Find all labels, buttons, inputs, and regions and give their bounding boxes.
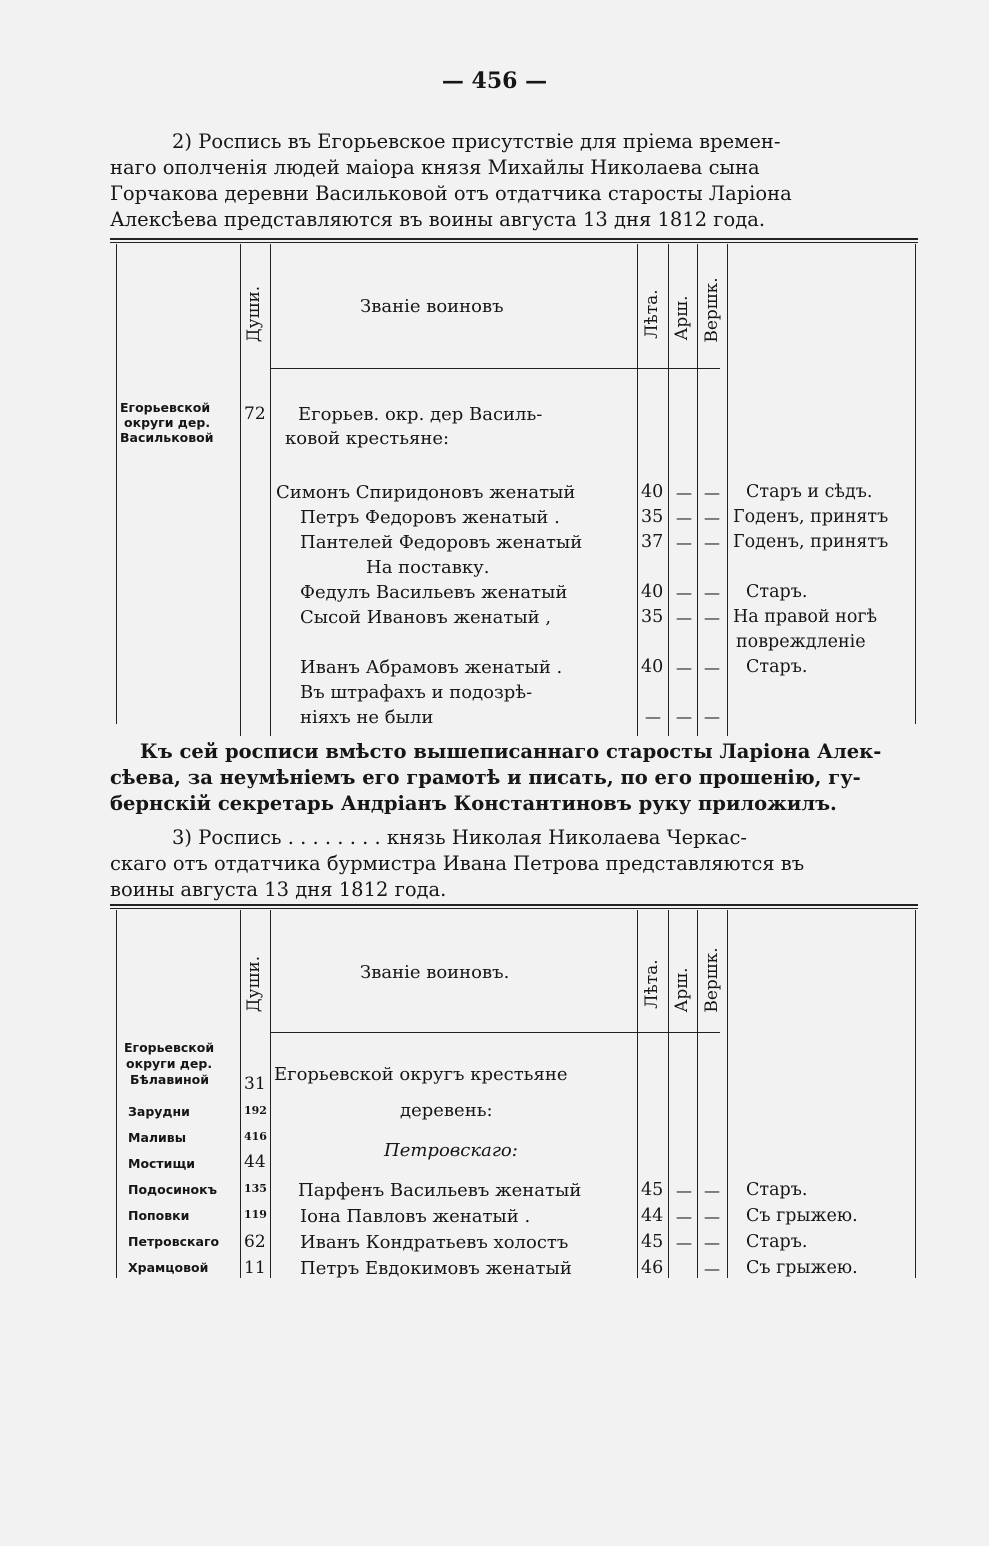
row-arsh: — (676, 508, 692, 527)
table-border (915, 244, 916, 724)
table-border (270, 244, 271, 736)
souls-value: 135 (244, 1182, 267, 1195)
row-versh: — (704, 533, 720, 552)
row-name: Федулъ Васильевъ женатый (300, 582, 568, 603)
row-versh: — (704, 583, 720, 602)
header-age: Лѣта. (642, 289, 662, 339)
row-name: Иванъ Кондратьевъ холостъ (300, 1232, 569, 1253)
souls-value: 119 (244, 1208, 267, 1221)
section2-line-4: Алексѣева представляются въ воины августа 13 дня 1812 года. (110, 208, 766, 231)
row-note: Старъ. (746, 657, 808, 677)
header-souls: Души. (244, 955, 264, 1013)
row-arsh: — (676, 1207, 692, 1226)
table-border (116, 244, 117, 724)
intro-line: Егорьевской округъ крестьяне (274, 1064, 568, 1085)
place-name: Маливы (128, 1130, 187, 1145)
row-note: На правой ногѣ (733, 607, 878, 627)
intro-line: деревень: (400, 1100, 493, 1121)
row-note: Старъ. (746, 1232, 808, 1252)
row-age: 44 (641, 1206, 664, 1226)
row-arsh: — (676, 483, 692, 502)
row-age: 45 (641, 1232, 664, 1252)
header-versh: Вершк. (702, 947, 722, 1013)
table-border (727, 910, 728, 1278)
row-versh: — (704, 1233, 720, 1252)
place-name: Поповки (128, 1208, 190, 1223)
row-arsh: — (676, 1233, 692, 1252)
table-border (668, 244, 669, 736)
row-note: повреждленіе (736, 632, 866, 652)
row-note: Старъ. (746, 1180, 808, 1200)
row-name: Иванъ Абрамовъ женатый . (300, 657, 563, 678)
place-name: Бѣлавиной (130, 1072, 209, 1087)
section2-line-2: наго ополченія людей маіора князя Михайлы Николаева сына (110, 156, 760, 179)
table-rule (110, 238, 918, 240)
row-age: 45 (641, 1180, 664, 1200)
table-border (270, 910, 271, 1278)
section3-line-2: скаго отъ отдатчика бурмистра Ивана Петрова представляются въ (110, 852, 805, 875)
row-age: — (645, 707, 661, 726)
table-border (240, 910, 241, 1278)
intro-line: ковой крестьяне: (285, 428, 450, 449)
table-border (697, 910, 698, 1278)
row-name: Пантелей Федоровъ женатый (300, 532, 583, 553)
row-name: Въ штрафахъ и подозрѣ- (300, 682, 533, 703)
souls-value: 31 (244, 1074, 266, 1094)
row-arsh: — (676, 658, 692, 677)
place-line: Егорьевской (120, 400, 211, 415)
table-border (727, 244, 728, 736)
header-rank: Званіе воиновъ. (360, 962, 510, 983)
row-versh: — (704, 658, 720, 677)
table-border (915, 910, 916, 1278)
section2-line-3: Горчакова деревни Васильковой отъ отдатчика старосты Ларіона (110, 182, 792, 205)
table-border (637, 244, 638, 736)
header-rank: Званіе воиновъ (360, 296, 504, 317)
place-name: округи дер. (126, 1056, 213, 1071)
section3-line-1: 3) Роспись . . . . . . . . князь Николая Николаева Черкас- (172, 826, 747, 849)
page-number: — 456 — (441, 68, 548, 94)
row-note: Съ грыжею. (746, 1258, 858, 1278)
row-name: Симонъ Спиридоновъ женатый (276, 482, 576, 503)
row-versh: — (704, 608, 720, 627)
row-arsh: — (676, 707, 692, 726)
row-name: Петръ Федоровъ женатый . (300, 507, 560, 528)
table-rule (110, 904, 918, 906)
table-rule (270, 1032, 720, 1033)
signature-line-2: сѣева, за неумѣніемъ его грамотѣ и писать, по его прошенію, гу- (110, 766, 861, 789)
place-name: Подосинокъ (128, 1182, 218, 1197)
table-border (697, 244, 698, 736)
intro-line: Петровскаго: (384, 1140, 518, 1161)
row-name: Іона Павловъ женатый . (300, 1206, 531, 1227)
row-arsh: — (676, 1181, 692, 1200)
signature-line-1: Къ сей росписи вмѣсто вышеписаннаго старосты Ларіона Алек- (140, 740, 882, 763)
table-border (240, 244, 241, 736)
intro-line: Егорьев. окр. дер Василь- (298, 404, 543, 425)
place-name: Петровскаго (128, 1234, 220, 1249)
header-age: Лѣта. (642, 959, 662, 1009)
row-age: 37 (641, 532, 664, 552)
souls-value: 11 (244, 1258, 266, 1278)
table-border (116, 910, 117, 1278)
place-name: Егорьевской (124, 1040, 215, 1055)
place-name: Мостищи (128, 1156, 196, 1171)
row-age: 40 (641, 582, 664, 602)
row-name: На поставку. (366, 557, 490, 578)
souls-value: 44 (244, 1152, 266, 1172)
souls-value: 72 (244, 404, 266, 424)
section3-line-3: воины августа 13 дня 1812 года. (110, 878, 447, 901)
row-age: 40 (641, 657, 664, 677)
row-note: Годенъ, принятъ (733, 532, 889, 552)
row-note: Старъ и сѣдъ. (746, 482, 873, 502)
row-versh: — (704, 707, 720, 726)
table-border (668, 910, 669, 1278)
place-line: округи дер. (124, 415, 211, 430)
row-note: Годенъ, принятъ (733, 507, 889, 527)
section2-line-1: 2) Роспись въ Егорьевское присутствіе для пріема времен- (172, 130, 781, 153)
row-name: ніяхъ не были (300, 707, 434, 728)
row-age: 35 (641, 607, 664, 627)
place-name: Храмцовой (128, 1260, 209, 1275)
row-note: Старъ. (746, 582, 808, 602)
row-versh: — (704, 1181, 720, 1200)
table-border (637, 910, 638, 1278)
row-versh: — (704, 483, 720, 502)
row-name: Петръ Евдокимовъ женатый (300, 1258, 572, 1279)
table-rule (110, 908, 918, 909)
header-versh: Вершк. (702, 277, 722, 343)
row-versh: — (704, 1207, 720, 1226)
header-arsh: Арш. (672, 295, 692, 341)
row-age: 46 (641, 1258, 664, 1278)
row-age: 40 (641, 482, 664, 502)
souls-value: 62 (244, 1232, 266, 1252)
header-arsh: Арш. (672, 967, 692, 1013)
table-rule (270, 368, 720, 369)
header-souls: Души. (244, 285, 264, 343)
row-age: 35 (641, 507, 664, 527)
row-arsh: — (676, 533, 692, 552)
row-note: Съ грыжею. (746, 1206, 858, 1226)
row-name: Сысой Ивановъ женатый , (300, 607, 552, 628)
row-arsh: — (676, 608, 692, 627)
row-arsh: — (676, 583, 692, 602)
row-versh: — (704, 1259, 720, 1278)
table-rule (110, 242, 918, 243)
place-line: Васильковой (120, 430, 214, 445)
souls-value: 416 (244, 1130, 267, 1143)
row-name: Парфенъ Васильевъ женатый (298, 1180, 582, 1201)
row-versh: — (704, 508, 720, 527)
souls-value: 192 (244, 1104, 267, 1117)
place-name: Зарудни (128, 1104, 190, 1119)
signature-line-3: бернскій секретарь Андріанъ Константиновъ руку приложилъ. (110, 792, 837, 815)
